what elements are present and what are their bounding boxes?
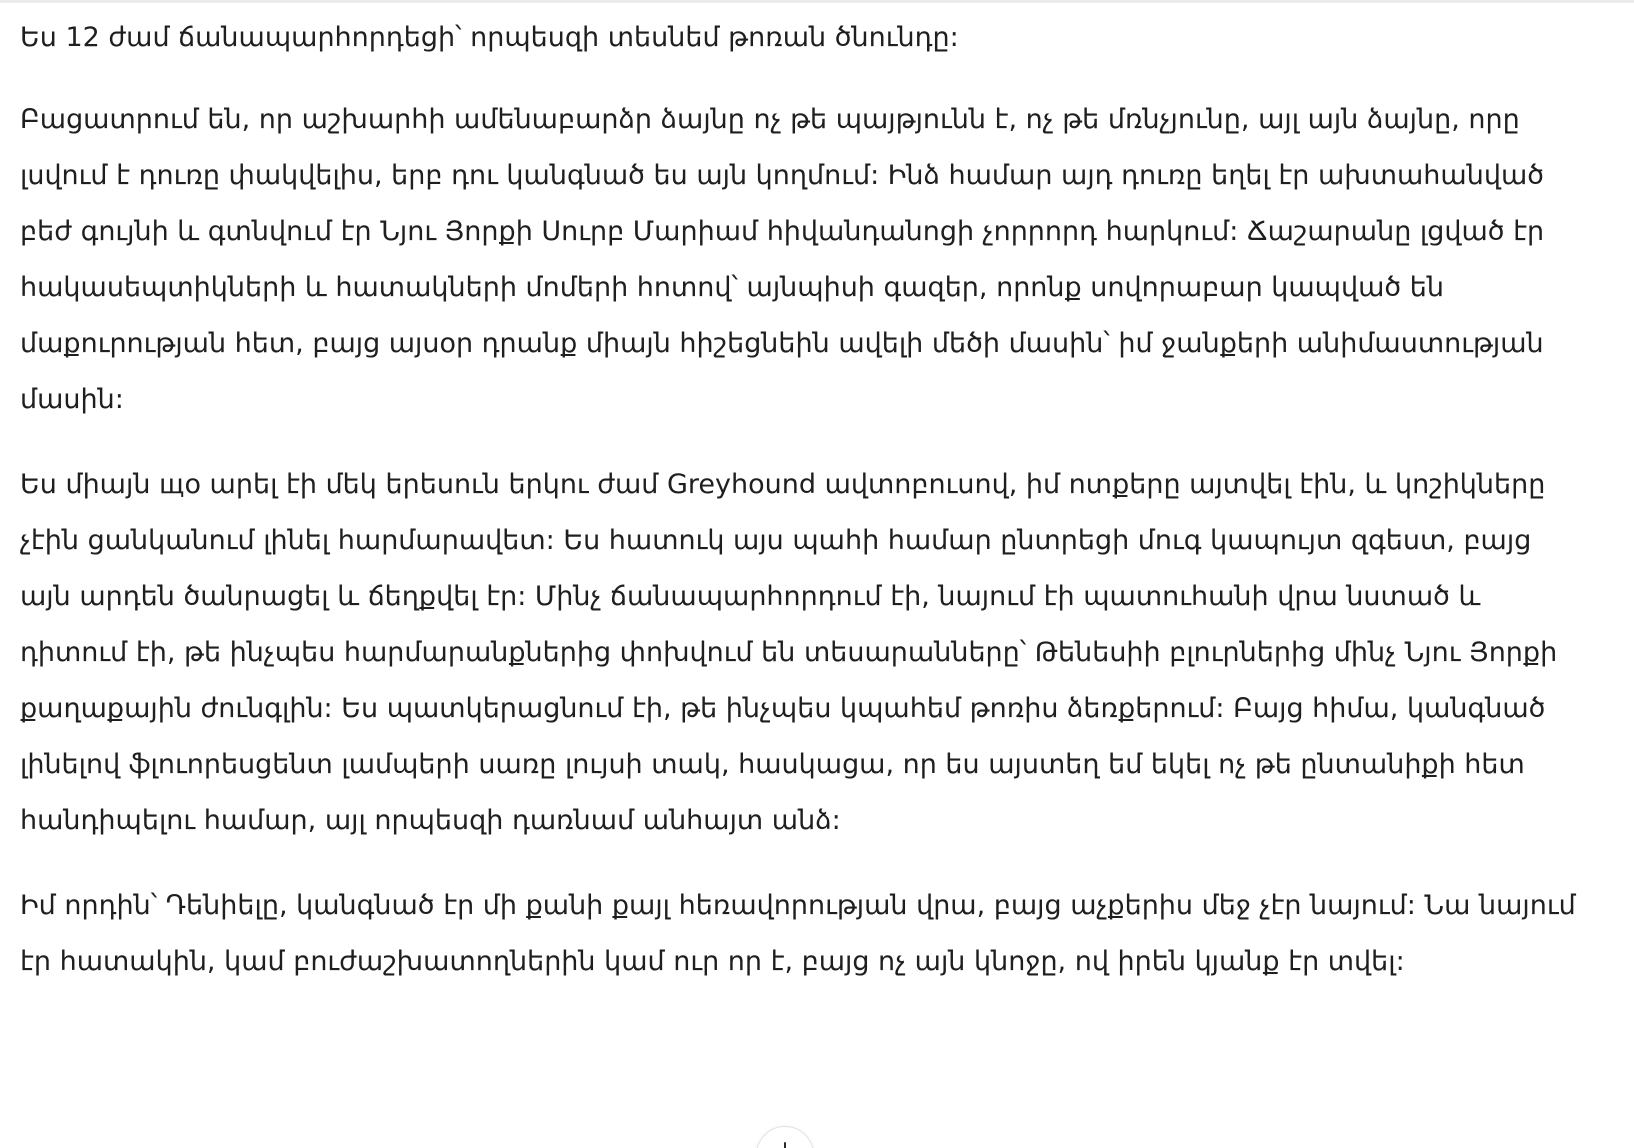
scroll-to-bottom-button[interactable] (756, 1126, 814, 1148)
top-divider (0, 0, 1634, 3)
paragraph-1: Ես 12 ժամ ճանապարհորդեցի՝ որպեսզի տեսնեմ թոռան ծնունդը: (20, 22, 959, 53)
paragraph-4: Իմ որդին՝ Դենիելը, կանգնած էր մի քանի քայլ հեռավորության վրա, բայց աչքերիս մեջ չէր նայում: Նա նայում էր հատակին, կամ բուժաշխատողներին կամ ուր որ է, բայց ոչ այն կնոջը, ով իրեն կյանք էր տվել: (20, 890, 1576, 977)
article-body (20, 10, 1580, 1019)
paragraph-3: Ես միայն що արել էի մեկ երեսուն երկու ժամ Greyhound ավտոբուսով, իմ ոտքերը այտվել էին, և կոշիկները չէին ցանկանում լինել հարմարավետ: Ես հատուկ այս պահի համար ընտրեցի մուգ կապույտ զգեստ, բայց այն արդեն ծանրացել և ճեղքվել էր: Մինչ ճանապարհորդում էի, նայում էի պատուհանի վրա նստած և դիտում էի, թե ինչպես հարմարանքներից փոխվում են տեսարանները՝ Թենեսիի բլուրներից մինչ Նյու Յորքի քաղաքային ժունգլին: Ես պատկերացնում էի, թե ինչպես կպահեմ թոռիս ձեռքերում: Բայց հիմա, կանգնած լինելով ֆլուորեսցենտ լամպերի սառը լույսի տակ, հասկացա, որ ես այստեղ եմ եկել ոչ թե ընտանիքի հետ հանդիպելու համար, այլ որպեսզի դառնամ անհայտ անձ: (20, 469, 1558, 836)
arrow-down-icon (777, 1141, 793, 1148)
paragraph-2: Բացատրում են, որ աշխարհի ամենաբարձր ձայնը ոչ թե պայթյունն է, ոչ թե մռնչյունը, այլ այն ձայնը, որը լսվում է դուռը փակվելիս, երբ դու կանգնած ես այն կողմում: Ինձ համար այդ դուռը եղել էր ախտահանված բեժ գույնի և գտնվում էր Նյու Յորքի Սուրբ Մարիամ հիվանդանոցի չորրորդ հարկում: Ճաշարանը լցված էր հակասեպտիկների և հատակների մոմերի հոտով՝ այնպիսի գազեր, որոնք սովորաբար կապված են մաքուրության հետ, բայց այսօր դրանք միայն հիշեցնեին ավելի մեծի մասին՝ իմ ջանքերի անիմաստության մասին: (20, 104, 1545, 415)
